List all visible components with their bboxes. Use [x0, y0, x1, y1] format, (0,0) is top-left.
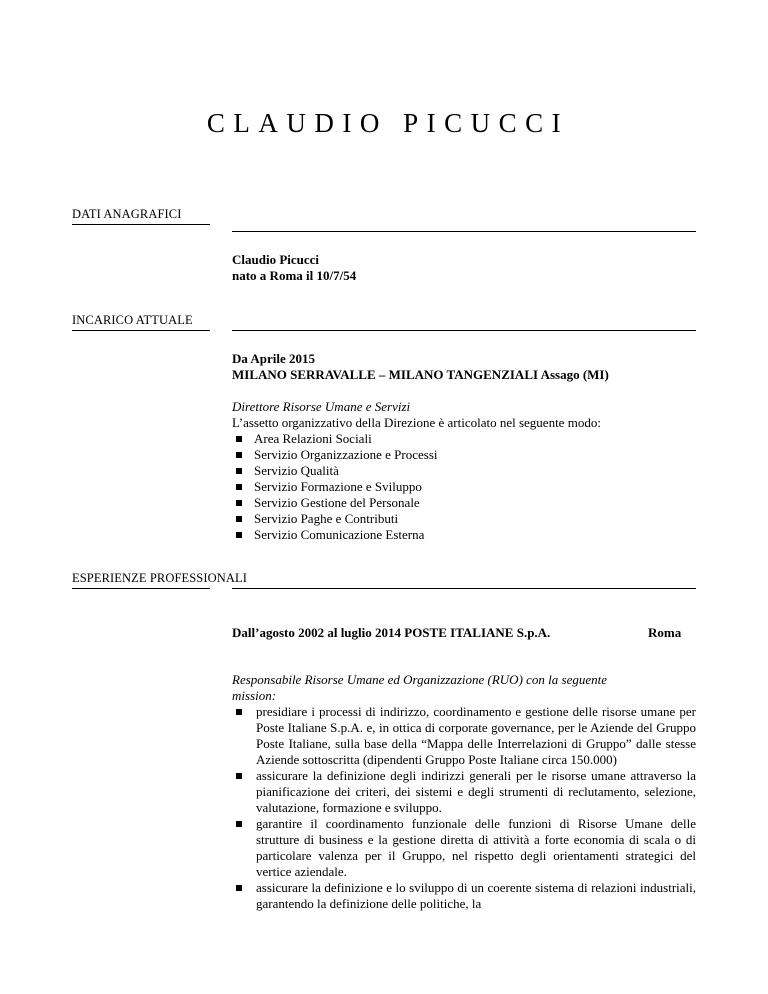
divider-left-incarico: [72, 330, 210, 331]
section-label-incarico: INCARICO ATTUALE: [72, 313, 193, 327]
list-item: Servizio Paghe e Contributi: [232, 511, 696, 527]
list-item: Servizio Gestione del Personale: [232, 495, 696, 511]
job-period-company: Dall’agosto 2002 al luglio 2014 POSTE ITALIANE S.p.A.: [232, 625, 551, 640]
square-bullet-icon: [236, 709, 242, 715]
square-bullet-icon: [236, 452, 242, 458]
incarico-intro: L’assetto organizzativo della Direzione è articolato nel seguente modo:: [232, 415, 601, 430]
mission-block: [232, 704, 696, 912]
job-city: Roma: [648, 625, 682, 640]
person-name: Claudio Picucci: [232, 252, 320, 267]
incarico-role: Direttore Risorse Umane e Servizi: [232, 399, 411, 414]
job-role-line1: Responsabile Risorse Umane ed Organizzazione (RUO) con la seguente: [232, 672, 608, 687]
incarico-list: [232, 431, 696, 543]
job-role: [232, 672, 696, 704]
list-item: Servizio Comunicazione Esterna: [232, 527, 696, 543]
job-header: [232, 625, 696, 641]
mission-list: [232, 704, 696, 912]
divider-right-incarico: [232, 330, 696, 331]
square-bullet-icon: [236, 821, 242, 827]
list-item: assicurare la definizione e lo sviluppo di un coerente sistema di relazioni industriali, garantendo la definizione delle politiche, la: [232, 880, 696, 912]
divider-right-anagrafici: [232, 231, 696, 232]
divider-left-esperienze: [72, 588, 210, 589]
list-item: Servizio Formazione e Sviluppo: [232, 479, 696, 495]
square-bullet-icon: [236, 885, 242, 891]
square-bullet-icon: [236, 484, 242, 490]
square-bullet-icon: [236, 773, 242, 779]
section-label-esperienze: ESPERIENZE PROFESSIONALI: [72, 571, 247, 585]
divider-left-anagrafici: [72, 224, 210, 225]
incarico-header: [232, 351, 696, 383]
list-item: Area Relazioni Sociali: [232, 431, 696, 447]
divider-right-esperienze: [232, 588, 696, 589]
section-label-anagrafici: DATI ANAGRAFICI: [72, 207, 182, 221]
list-item: assicurare la definizione degli indirizzi generali per le risorse umane attraverso la pianificazione dei criteri, dei sistemi e degli strumenti di reclutamento, selezione, valutazione, formazione e sviluppo.: [232, 768, 696, 816]
incarico-period: Da Aprile 2015: [232, 351, 316, 366]
square-bullet-icon: [236, 532, 242, 538]
birth-info: nato a Roma il 10/7/54: [232, 268, 357, 283]
square-bullet-icon: [236, 500, 242, 506]
list-item: garantire il coordinamento funzionale delle funzioni di Risorse Umane delle strutture di business e la gestione diretta di attività a forte economia di scala o di particolare valenza per il Gruppo, nel rispetto degli orientamenti strategici del vertice aziendale.: [232, 816, 696, 880]
square-bullet-icon: [236, 516, 242, 522]
incarico-company: MILANO SERRAVALLE – MILANO TANGENZIALI Assago (MI): [232, 367, 609, 382]
list-item: Servizio Qualità: [232, 463, 696, 479]
anagrafici-block: [232, 252, 696, 284]
square-bullet-icon: [236, 436, 242, 442]
cv-title: CLAUDIO PICUCCI: [206, 108, 570, 138]
incarico-details: [232, 399, 696, 543]
list-item: presidiare i processi di indirizzo, coordinamento e gestione delle risorse umane per Poste Italiane S.p.A. e, in ottica di corporate governance, per le Aziende del Gruppo Poste Italiane, sulla base della “Mappa delle Interrelazioni di Gruppo” dalle stesse Aziende sottoscritta (dipendenti Gruppo Poste Italiane circa 150.000): [232, 704, 696, 768]
square-bullet-icon: [236, 468, 242, 474]
list-item: Servizio Organizzazione e Processi: [232, 447, 696, 463]
job-role-line2: mission:: [232, 688, 277, 703]
